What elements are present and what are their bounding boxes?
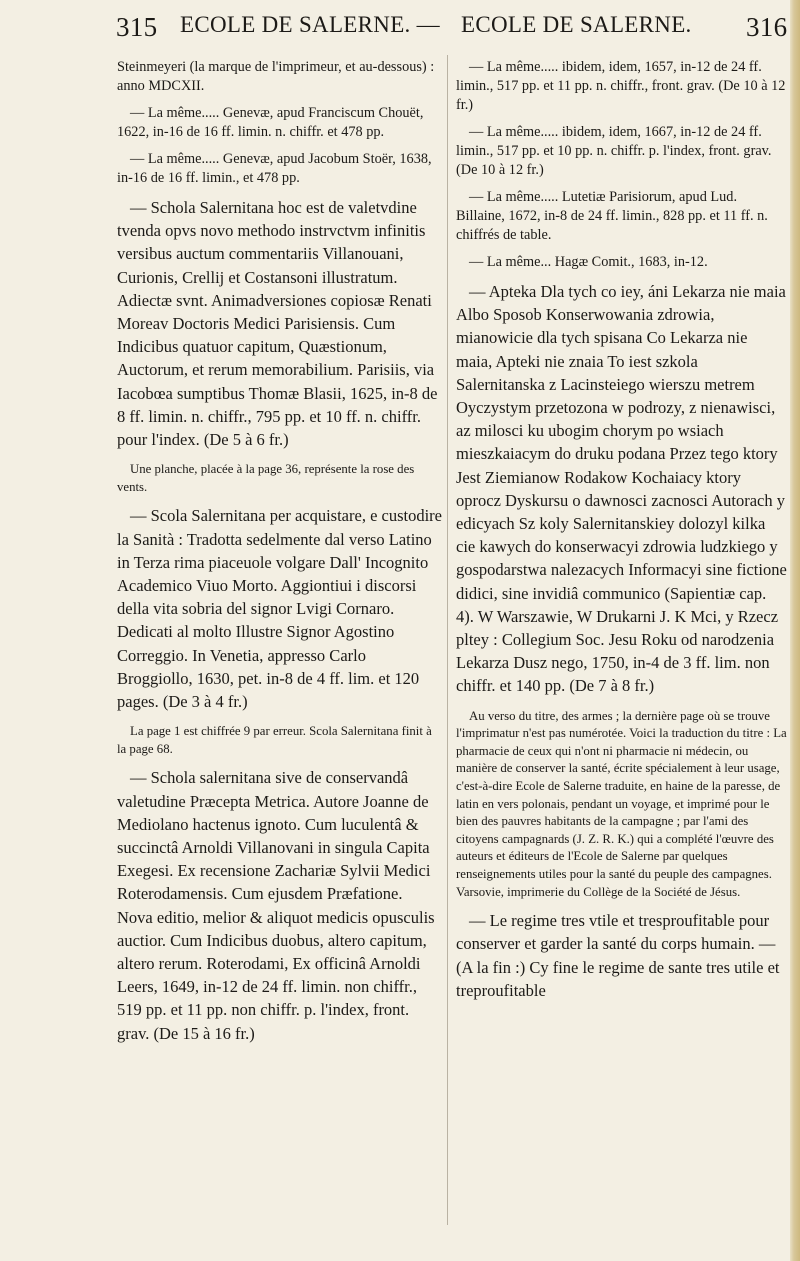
- left-column: [117, 58, 442, 1055]
- page-edge: [790, 0, 800, 1261]
- left-page-number: 315: [116, 12, 158, 42]
- bibliography-entry: — La même..... Genevæ, apud Jacobum Stoër, 1638, in-16 de 16 ff. limin., et 478 pp.: [117, 151, 432, 186]
- bibliography-entry: — Schola Salernitana hoc est de valetvdine tvenda opvs novo methodo instrvctvm infinitis versibus auctum commentariis Villanouani, Curionis, Crellij et Costansoni illustratum. Adiectæ svnt. Animadversiones copiosæ Renati Moreav Doctoris Medici Parisiensis. Cum Indicibus quatuor capitum, Quæstionum, Auctorum, et rerum memorabilium. Parisiis, via Iacobœa sumptibus Thomæ Blasii, 1625, in-8 de 8 ff. limin. n. chiffr., 795 pp. et 10 ff. n. chiffr. pour l'index. (De 5 à 6 fr.): [117, 198, 438, 450]
- right-running-title: ECOLE DE SALERNE.: [461, 12, 692, 37]
- running-header: [0, 12, 800, 52]
- bibliography-note: La page 1 est chiffrée 9 par erreur. Scola Salernitana finit à la page 68.: [117, 724, 432, 756]
- bibliography-entry: — Schola salernitana sive de conservandâ valetudine Præcepta Metrica. Autore Joanne de Mediolano hactenus ignoto. Cum luculentâ & succinctâ Arnoldi Villanovani in singula Capita Exegesi. Ex recensione Zachariæ Sylvii Medici Roterodamensis. Cum ejusdem Præfatione. Nova editio, melior & aliquot medicis opusculis auctior. Cum Indicibus duobus, altero capitum, altero rerum. Roterodami, Ex officinâ Arnoldi Leers, 1649, in-12 de 24 ff. limin. non chiffr., 519 pp. et 11 pp. non chiffr. p. l'index, front. grav. (De 15 à 16 fr.): [117, 768, 435, 1043]
- bibliography-entry: — Apteka Dla tych co iey, áni Lekarza nie maia Albo Sposob Konserwowania zdrowia, mianowicie dla tych spisana Co Lekarza nie maia, Apteki nie znaia To iest szkola Salernitanska z Lacinsteiego wierszu metrem Oyczystym przetozona w podrozy, z nienawisci, az milosci ku ubogim chorym po wsiach mieszkaiacym do druku podana Przez tego ktory Jest Ziemianow Rodakow Kochaiacy ktory oprocz Dyskursu o dawnosci zacnosci Autorach y edicyach Sz koly Salernitanskiey dolozyl kilka cie kawych do konserwacyi zdrowia ludzkiego y gospodarstwa nalezacych Informacyi sine fictione didici, sine invidiâ communico (Sapientiæ cap. 4). W Warszawie, W Drukarni J. K Mci, y Rzecz pltey : Collegium Soc. Jesu Roku od narodzenia Lekarza Dusz nego, 1750, in-4 de 3 ff. lim. non chiffr. et 140 pp. (De 7 à 8 fr.): [456, 282, 787, 696]
- bibliography-entry: — Le regime tres vtile et tresproufitable pour conserver et garder la santé du corps humain. — (A la fin :) Cy fine le regime de sante tres utile et treproufitable: [456, 911, 780, 1000]
- column-divider: [447, 55, 448, 1225]
- right-column: [456, 58, 787, 1012]
- bibliography-entry: — La même..... ibidem, idem, 1657, in-12 de 24 ff. limin., 517 pp. et 11 pp. n. chiffr., front. grav. (De 10 à 12 fr.): [456, 59, 786, 113]
- bibliography-note: Au verso du titre, des armes ; la dernière page où se trouve l'imprimatur n'est pas numérotée. Voici la traduction du titre : La pharmacie de ceux qui n'ont ni pharmacie ni médecin, ou manière de conserver la santé, écrite spécialement à leur usage, c'est-à-dire Ecole de Salerne traduite, en haine de la paresse, de latin en vers polonais, pendant un voyage, et imprimé pour le bien des pauvres habitants de la campagne ; par l'ami des citoyens campagnards (J. Z. R. K.) qui a complété l'œuvre des auteurs et éditeurs de l'Ecole de Salerne par quelques renseignements utiles pour la santé du peuple des campagnes. Varsovie, imprimerie du Collège de la Société de Jésus.: [456, 708, 787, 899]
- right-page-number: 316: [746, 12, 788, 42]
- left-running-title: ECOLE DE SALERNE. —: [180, 12, 440, 37]
- bibliography-entry: Steinmeyeri (la marque de l'imprimeur, et au-dessous) : anno MDCXII.: [117, 59, 435, 94]
- bibliography-entry: — Scola Salernitana per acquistare, e custodire la Sanità : Tradotta sedelmente dal verso Latino in Terza rima piaceuole volgare Dall' Incognito Academico Viuo Morto. Aggiontiui i discorsi della vita sobria del signor Lvigi Cornaro. Dedicati al molto Illustre Signor Agostino Correggio. In Venetia, appresso Carlo Broggiollo, 1630, pet. in-8 de 4 ff. lim. et 120 pages. (De 3 à 4 fr.): [117, 506, 443, 712]
- bibliography-entry: — La même... Hagæ Comit., 1683, in-12.: [469, 254, 708, 270]
- bibliography-entry: — La même..... Genevæ, apud Franciscum Chouët, 1622, in-16 de 16 ff. limin. n. chiffr. et 478 pp.: [117, 105, 424, 140]
- bibliography-entry: — La même..... Lutetiæ Parisiorum, apud Lud. Billaine, 1672, in-8 de 24 ff. limin., 828 pp. et 11 ff. n. chiffrés de table.: [456, 189, 768, 243]
- bibliography-entry: — La même..... ibidem, idem, 1667, in-12 de 24 ff. limin., 517 pp. et 10 pp. n. chiffr. p. l'index, front. grav. (De 10 à 12 fr.): [456, 124, 772, 178]
- bibliography-note: Une planche, placée à la page 36, représente la rose des vents.: [117, 462, 415, 494]
